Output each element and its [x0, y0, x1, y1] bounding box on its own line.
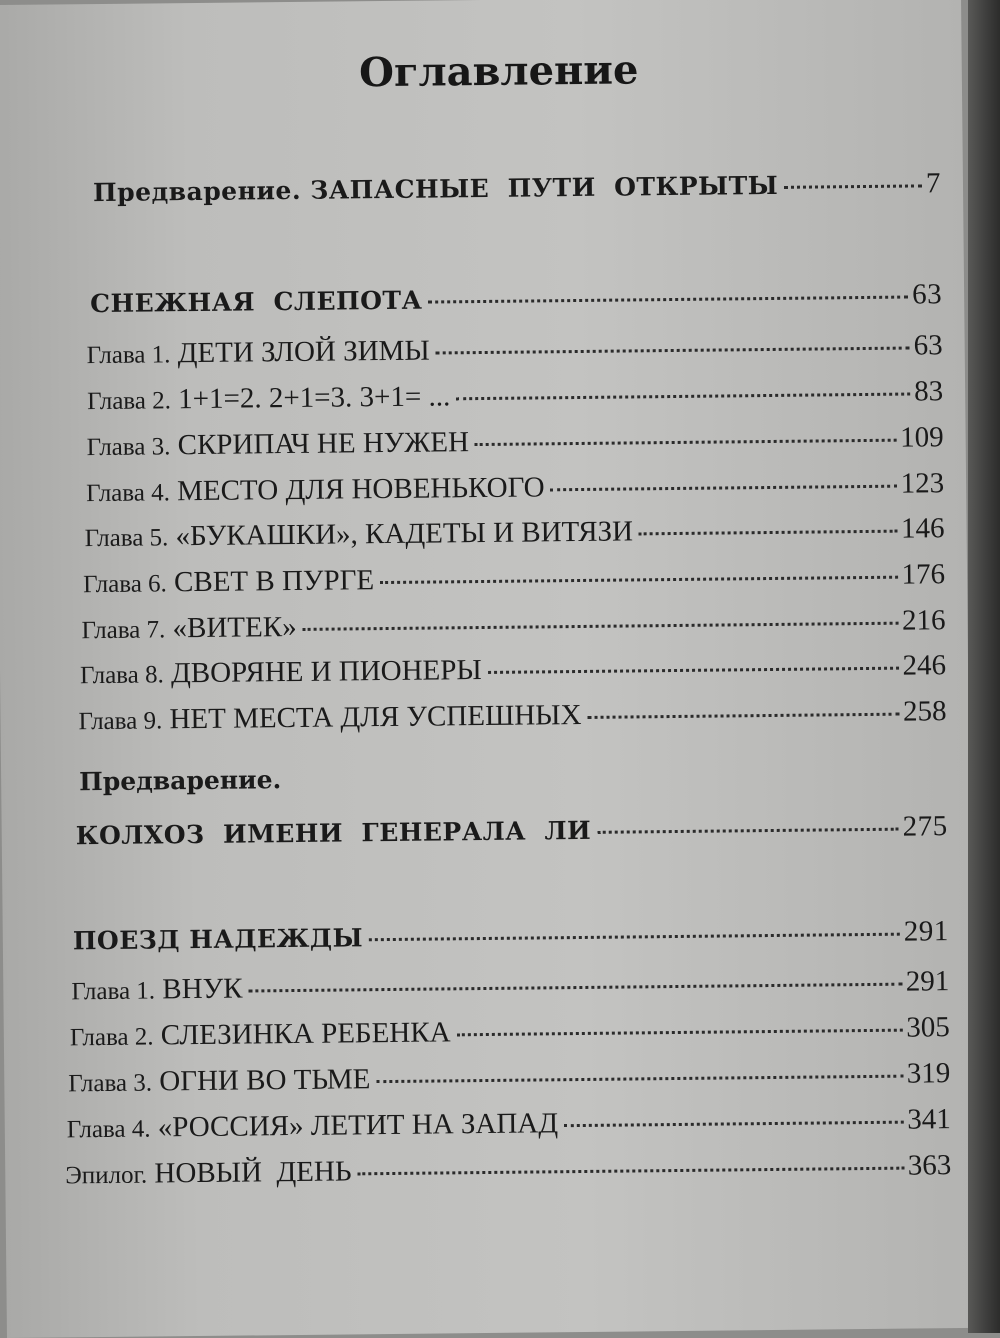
- dot-leader: [249, 983, 902, 993]
- toc-entry-chapter: [86, 467, 944, 509]
- toc-entry-part-kolkhoz: [76, 810, 948, 852]
- toc-entry-chapter: [81, 604, 945, 646]
- book-binding-shadow: [968, 0, 1000, 1333]
- chapter-prefix: Эпилог.: [65, 1161, 148, 1190]
- entry-page-number: 291: [903, 915, 949, 948]
- dot-leader: [428, 296, 908, 304]
- dot-leader: [436, 347, 910, 355]
- toc-entry-prelude-1: [93, 167, 941, 209]
- chapter-prefix: Глава 1.: [71, 977, 156, 1006]
- dot-leader: [457, 1029, 903, 1037]
- entry-page-number: 146: [900, 512, 945, 545]
- chapter-prefix: Глава 7.: [81, 616, 166, 645]
- dot-leader: [303, 622, 898, 631]
- entry-page-number: 319: [906, 1057, 951, 1090]
- dot-leader: [475, 439, 896, 446]
- entry-title: СКРИПАЧ НЕ НУЖЕН: [177, 426, 470, 462]
- toc-entry-chapter: [84, 512, 944, 554]
- entry-page-number: 258: [902, 695, 947, 728]
- entry-title: ДВОРЯНЕ И ПИОНЕРЫ: [170, 654, 482, 690]
- toc-part-heading-prelude-2: Предварение.: [79, 765, 282, 797]
- entry-page-number: 176: [901, 558, 946, 591]
- chapter-prefix: Глава 4.: [86, 479, 171, 508]
- entry-title: «РОССИЯ» ЛЕТИТ НА ЗАПАД: [157, 1107, 559, 1144]
- dot-leader: [376, 1075, 902, 1084]
- entry-title: СНЕЖНАЯ СЛЕПОТА: [90, 285, 423, 319]
- dot-leader: [358, 1167, 904, 1176]
- toc-entry-part-snow-blindness: [90, 278, 942, 320]
- entry-page-number: 109: [899, 421, 944, 454]
- toc-entry-chapter: [87, 375, 943, 417]
- entry-page-number: 275: [902, 810, 948, 843]
- toc-entry-chapter: [78, 695, 946, 737]
- entry-title: СВЕТ В ПУРГЕ: [173, 564, 375, 599]
- chapter-prefix: Глава 3.: [86, 433, 171, 462]
- entry-title: СЛЕЗИНКА РЕБЕНКА: [160, 1016, 451, 1052]
- entry-page-number: 123: [900, 467, 945, 500]
- entry-page-number: 305: [906, 1011, 950, 1044]
- entry-title: КОЛХОЗ ИМЕНИ ГЕНЕРАЛА ЛИ: [75, 815, 592, 851]
- entry-page-number: 83: [913, 375, 944, 408]
- dot-leader: [488, 667, 899, 674]
- chapter-prefix: Глава 9.: [78, 707, 163, 736]
- entry-page-number: 216: [901, 604, 946, 637]
- entry-title: «БУКАШКИ», КАДЕТЫ И ВИТЯЗИ: [175, 515, 634, 553]
- entry-title: НЕТ МЕСТА ДЛЯ УСПЕШНЫХ: [169, 698, 582, 736]
- entry-page-number: 246: [902, 649, 947, 682]
- entry-page-number: 63: [911, 278, 943, 311]
- entry-title: НОВЫЙ ДЕНЬ: [154, 1155, 352, 1190]
- dot-leader: [639, 530, 897, 536]
- chapter-prefix: Глава 1.: [86, 341, 171, 370]
- toc-entry-epilogue: [65, 1149, 951, 1191]
- dot-leader: [597, 828, 899, 834]
- dot-leader: [551, 485, 897, 492]
- chapter-prefix: Глава 8.: [79, 661, 164, 690]
- chapter-prefix: Глава 3.: [68, 1069, 153, 1098]
- entry-title: Предварение. ЗАПАСНЫЕ ПУТИ ОТКРЫТЫ: [92, 170, 779, 208]
- dot-leader: [456, 393, 910, 401]
- entry-page-number: 341: [907, 1103, 951, 1136]
- dot-leader: [564, 1121, 903, 1128]
- entry-title: ОГНИ ВО ТЬМЕ: [159, 1063, 371, 1098]
- toc-entry-chapter: [87, 421, 944, 463]
- entry-page-number: 7: [925, 167, 942, 200]
- toc-entry-chapter: [67, 1103, 951, 1145]
- entry-title: МЕСТО ДЛЯ НОВЕНЬКОГО: [176, 471, 545, 508]
- toc-entry-chapter: [83, 558, 945, 600]
- chapter-prefix: Глава 2.: [69, 1023, 154, 1052]
- entry-title: 1+1=2. 2+1=3. 3+1= ...: [177, 380, 451, 416]
- dot-leader: [380, 576, 897, 584]
- dot-leader: [784, 184, 922, 188]
- toc-entry-chapter: [68, 1057, 950, 1099]
- chapter-prefix: Глава 4.: [66, 1115, 151, 1144]
- entry-title: «ВИТЕК»: [172, 610, 297, 645]
- toc-entry-chapter: [80, 649, 946, 691]
- entry-title: ВНУК: [162, 972, 243, 1006]
- toc-entry-chapter: [71, 965, 949, 1007]
- chapter-prefix: Глава 6.: [82, 570, 167, 599]
- entry-title: ПОЕЗД НАДЕЖДЫ: [72, 923, 364, 956]
- page-title: Оглавление: [358, 46, 639, 97]
- entry-page-number: 291: [905, 965, 950, 998]
- toc-entry-chapter: [70, 1011, 950, 1053]
- toc-entry-chapter: [87, 329, 943, 371]
- entry-page-number: 63: [913, 329, 943, 362]
- dot-leader: [369, 933, 900, 942]
- chapter-prefix: Глава 5.: [84, 524, 169, 553]
- dot-leader: [587, 713, 899, 719]
- toc-entry-part-train-of-hope: [73, 915, 949, 957]
- entry-title: ДЕТИ ЗЛОЙ ЗИМЫ: [177, 334, 430, 370]
- entry-page-number: 363: [907, 1149, 952, 1182]
- chapter-prefix: Глава 2.: [87, 387, 172, 416]
